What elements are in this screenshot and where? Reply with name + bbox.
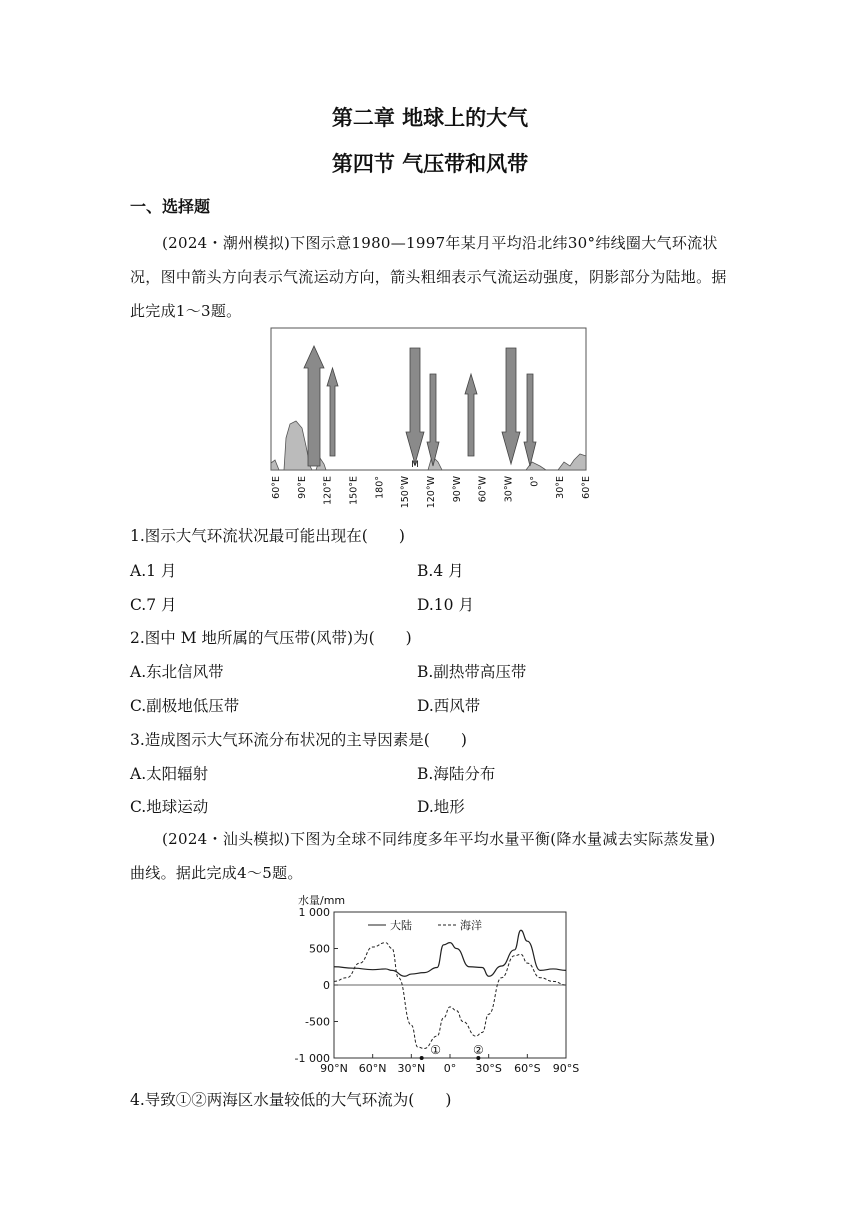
question-3-option-b: B.海陆分布 — [417, 765, 496, 783]
sea-marker-dot — [420, 1056, 424, 1060]
legend-label: 海洋 — [460, 919, 482, 932]
legend-label: 大陆 — [390, 919, 412, 932]
longitude-tick-label: 90°E — [296, 476, 308, 499]
longitude-tick-label: 30°W — [503, 476, 515, 503]
longitude-tick-label: 30°E — [555, 476, 567, 499]
longitude-tick-label: 150°E — [348, 476, 360, 505]
question-1-option-d: D.10 月 — [417, 596, 474, 614]
water-balance-chart — [290, 892, 580, 1086]
question-1-stem: 1.图示大气环流状况最可能出现在( ) — [130, 527, 405, 545]
question-3-option-d: D.地形 — [417, 798, 465, 816]
x-tick-label: 30°N — [397, 1062, 426, 1075]
question-2-option-a: A.东北信风带 — [130, 663, 224, 681]
water-balance-svg — [290, 892, 580, 1082]
x-tick-label: 90°N — [320, 1062, 348, 1075]
longitude-tick-label: 60°E — [581, 476, 592, 499]
longitude-tick-label: 90°W — [451, 476, 463, 503]
question-2-option-d: D.西风带 — [417, 697, 481, 715]
longitude-tick-label: 60°E — [271, 476, 282, 499]
question-1-option-b: B.4 月 — [417, 562, 464, 580]
ocean-series-line — [334, 943, 566, 1049]
longitude-tick-label: 120°E — [322, 476, 334, 505]
question-2-stem: 2.图中 M 地所属的气压带(风带)为( ) — [130, 629, 412, 647]
longitude-tick-label: 120°W — [426, 476, 437, 509]
y-tick-label: 1 000 — [298, 906, 330, 919]
question-1-option-c: C.7 月 — [130, 596, 177, 614]
longitude-tick-label: 60°W — [477, 476, 489, 503]
section-title: 第四节 气压带和风带 — [331, 152, 529, 176]
question-2-option-b: B.副热带高压带 — [417, 663, 527, 681]
x-tick-label: 60°S — [514, 1062, 541, 1075]
x-tick-label: 60°N — [358, 1062, 387, 1075]
chapter-title: 第二章 地球上的大气 — [331, 106, 529, 130]
x-tick-label: 30°S — [475, 1062, 502, 1075]
intro-paragraph-1: (2024・潮州模拟)下图示意1980—1997年某月平均沿北纬30°纬线圈大气环流状况，图中箭头方向表示气流运动方向，箭头粗细表示气流运动强度，阴影部分为陆地。据此完成1～3题。 — [130, 234, 727, 320]
longitude-tick-label: 180° — [374, 476, 386, 499]
question-3-option-a: A.太阳辐射 — [130, 765, 209, 783]
question-4-stem: 4.导致①②两海区水量较低的大气环流为( ) — [130, 1091, 452, 1109]
question-2-option-c: C.副极地低压带 — [130, 697, 240, 715]
longitude-tick-label: 150°W — [400, 476, 412, 509]
y-tick-label: 0 — [323, 979, 330, 992]
question-3-option-c: C.地球运动 — [130, 798, 209, 816]
x-tick-label: 0° — [443, 1062, 457, 1075]
circulation-diagram — [268, 328, 590, 510]
part-heading: 一、选择题 — [130, 197, 211, 216]
question-1-option-a: A.1 月 — [130, 562, 177, 580]
y-tick-label: 500 — [309, 942, 330, 956]
continent-series-line — [334, 930, 566, 976]
y-tick-label: -500 — [305, 1015, 330, 1029]
m-marker-label: M — [411, 460, 419, 470]
intro-paragraph-2: (2024・汕头模拟)下图为全球不同纬度多年平均水量平衡(降水量减去实际蒸发量)曲线。据此完成4～5题。 — [130, 830, 716, 882]
sea-marker-label: ① — [430, 1043, 442, 1057]
y-tick-label: -1 000 — [294, 1052, 330, 1065]
y-axis-label: 水量/mm — [298, 894, 346, 907]
x-tick-label: 90°S — [552, 1062, 580, 1075]
sea-marker-label: ② — [472, 1043, 484, 1057]
question-3-stem: 3.造成图示大气环流分布状况的主导因素是( ) — [130, 731, 467, 749]
circulation-figure — [268, 328, 590, 514]
longitude-tick-label: 0° — [529, 476, 541, 487]
